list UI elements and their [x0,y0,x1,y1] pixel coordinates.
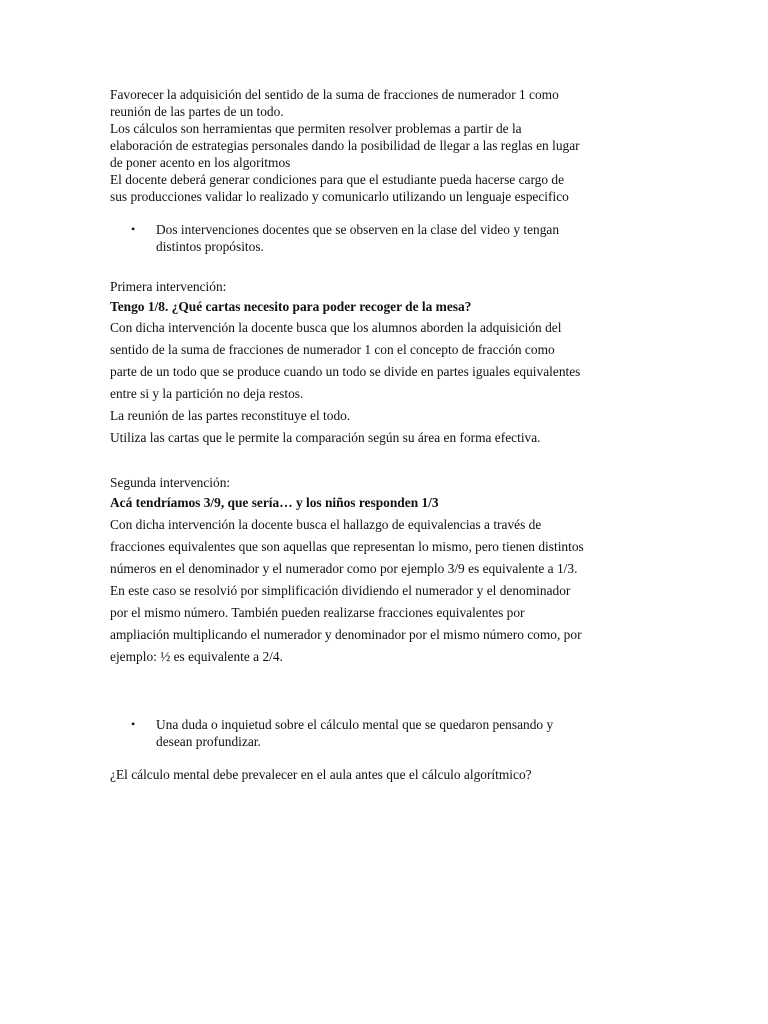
intro-line: Favorecer la adquisición del sentido de la suma de fracciones de numerador 1 como [110,87,559,102]
bullet-line: Una duda o inquietud sobre el cálculo mental que se quedaron pensando y [156,717,554,732]
segunda-body [110,514,658,668]
segunda-line: ejemplo: ½ es equivalente a 2/4. [110,649,283,664]
segunda-quote: Acá tendríamos 3/9, que sería… y los niños responden 1/3 [110,495,439,510]
segunda-line: por el mismo número. También pueden realizarse fracciones equivalentes por [110,605,525,620]
intro-line: elaboración de estrategias personales dando la posibilidad de llegar a las reglas en lugar [110,138,580,153]
intro-line: reunión de las partes de un todo. [110,104,284,119]
segunda-heading: Segunda intervención: [110,475,231,490]
closing-question-block [110,766,658,783]
segunda-line: En este caso se resolvió por simplificación dividiendo el numerador y el denominador [110,583,571,598]
intro-line: El docente deberá generar condiciones para que el estudiante pueda hacerse cargo de [110,172,565,187]
bullet-icon: • [131,717,136,731]
primera-line: entre si y la partición no deja restos. [110,386,304,401]
primera-line: Utiliza las cartas que le permite la comparación según su área en forma efectiva. [110,430,541,445]
primera-body [110,317,658,449]
primera-heading: Primera intervención: [110,279,227,294]
segunda-line: Con dicha intervención la docente busca el hallazgo de equivalencias a través de [110,517,542,532]
intro-line: Los cálculos son herramientas que permiten resolver problemas a partir de la [110,121,522,136]
primera-heading-block [110,278,658,315]
bullet-line: Dos intervenciones docentes que se observen en la clase del video y tengan [156,222,560,237]
intro-paragraph [110,86,658,205]
primera-line: sentido de la suma de fracciones de numerador 1 con el concepto de fracción como [110,342,555,357]
segunda-heading-block [110,474,658,511]
primera-quote: Tengo 1/8. ¿Qué cartas necesito para poder recoger de la mesa? [110,299,472,314]
bullet-line: desean profundizar. [156,734,261,749]
bullet-icon: • [131,222,136,236]
segunda-line: fracciones equivalentes que son aquellas que representan lo mismo, pero tienen distintos [110,539,584,554]
primera-line: La reunión de las partes reconstituye el todo. [110,408,351,423]
intro-line: de poner acento en los algoritmos [110,155,291,170]
closing-question: ¿El cálculo mental debe prevalecer en el aula antes que el cálculo algorítmico? [110,767,532,782]
bullet-line: distintos propósitos. [156,239,264,254]
segunda-line: números en el denominador y el numerador como por ejemplo 3/9 es equivalente a 1/3. [110,561,578,576]
primera-line: Con dicha intervención la docente busca que los alumnos aborden la adquisición del [110,320,562,335]
segunda-line: ampliación multiplicando el numerador y denominador por el mismo número como, por [110,627,582,642]
intro-line: sus producciones validar lo realizado y comunicarlo utilizando un lenguaje especifico [110,189,569,204]
primera-line: parte de un todo que se produce cuando un todo se divide en partes iguales equivalentes [110,364,581,379]
